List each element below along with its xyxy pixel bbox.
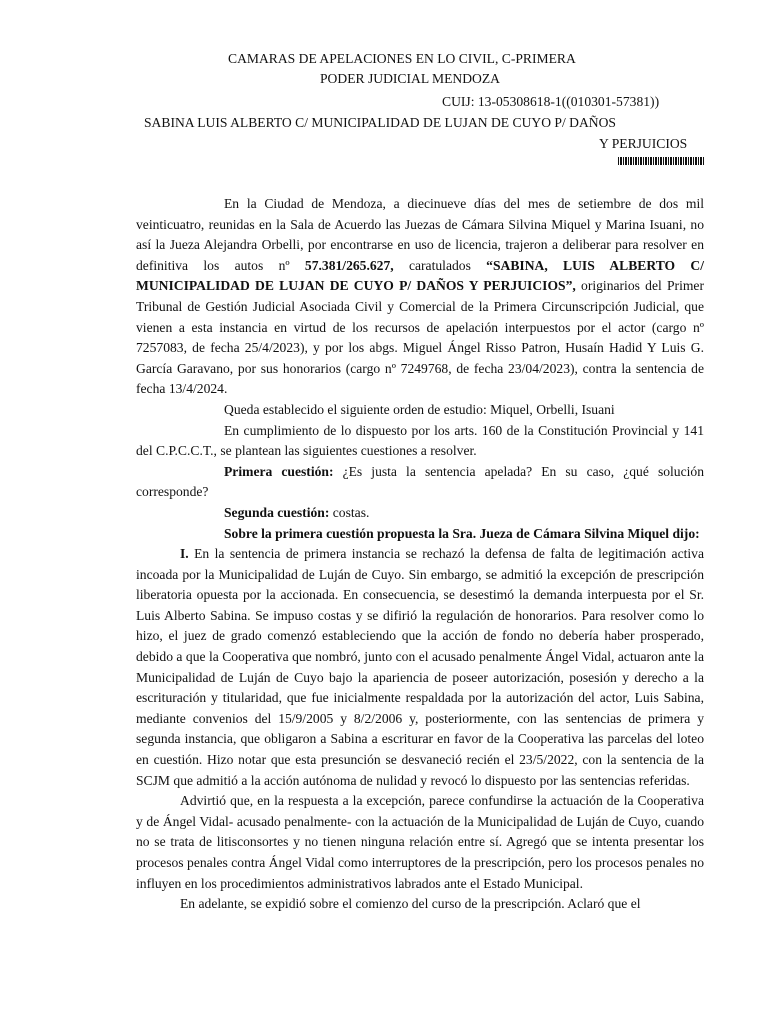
intro-text: originarios del Primer Tribunal de Gestión Judicial Asociada Civil y Comercial de la Primera Circunscripción Judicial, que vienen a esta instancia en virtud de los recursos de apelación interpuestos por el actor (cargo nº 7257083, de fecha 25/4/2023), y por los abgs. Miguel Ángel Risso Patron, Husaín Hadid Y Luis G. García Garavano, por sus honorarios (cargo nº 7249768, de fecha 23/04/2023), contra la sentencia de fecha 13/4/2024. <box>136 278 704 397</box>
cuij-number: CUIJ: 13-05308618-1((010301-57381)) <box>442 94 660 109</box>
paragraph-en-adelante: En adelante, se expidió sobre el comienzo del curso de la prescripción. Aclaró que el <box>180 896 641 912</box>
study-order: Queda establecido el siguiente orden de estudio: Miquel, Orbelli, Isuani <box>224 401 615 417</box>
section-one-text: En la sentencia de primera instancia se rechazó la defensa de falta de legitimación activa incoada por la Municipalidad de Luján de Cuyo. Sin embargo, se admitió la excepción de prescripción liberatoria opuesta por la accionada. En consecuencia, se desestimó la demanda interpuesta por el Sr. Luis Alberto Sabina. Se impuso costas y se difirió la regulación de honorarios. Para resolver como lo hizo, el juez de grado comenzó estableciendo que la acción de fondo no debería haber prosperado, debido a que la Cooperativa que nombró, junto con el acusado penalmente Ángel Vidal, actuaron ante la Municipalidad de Luján de Cuyo bajo la apariencia de poseer autorización, posesión y derecho a la escrituración y titularidad, que fue inicialmente respaldada por la autorización del actor, Luis Sabina, mediante convenios del 15/9/2005 y 8/2/2006 y, posteriormente, con las sentencias de primera y segunda instancia, que obligaron a Sabina a escriturar en favor de la Cooperativa las parcelas del loteo en cuestión. Hizo notar que esta presunción se desvaneció recién el 23/5/2022, con la sentencia de la SCJM que admitió a la acción autónoma de nulidad y revocó lo dispuesto por las sentencias referidas. <box>136 546 704 788</box>
judicial-branch: PODER JUDICIAL MENDOZA <box>320 71 500 86</box>
second-question-label: Segunda cuestión: <box>224 504 330 520</box>
section-one <box>136 544 704 791</box>
section-heading <box>136 524 704 545</box>
second-question <box>136 503 704 524</box>
case-number: 57.381/265.627, <box>304 257 394 273</box>
paragraph-advirtio: Advirtió que, en la respuesta a la excepción, parece confundirse la actuación de la Cooperativa y de Ángel Vidal- acusado penalmente- con la actuación de la Municipalidad de Luján de Cuyo, cuando no se trata de litisconsortes y no tienen ninguna relación entre sí. Agregó que se intenta presentar los procesos penales contra Ángel Vidal como interruptores de la prescripción, pero los procesos penales no influyen en los procedimientos administrativos labrados ante el Estado Municipal. <box>136 793 704 891</box>
case-title-line1: SABINA LUIS ALBERTO C/ MUNICIPALIDAD DE LUJAN DE CUYO P/ DAÑOS <box>144 115 616 130</box>
section-one-label: I. <box>180 546 189 562</box>
first-question-text: ¿Es justa la sentencia apelada? En su caso, ¿qué solución corresponde? <box>136 463 705 500</box>
intro-text: caratulados <box>393 257 487 273</box>
second-question-text: costas. <box>329 504 370 520</box>
document-body <box>136 194 704 915</box>
first-question <box>136 462 704 503</box>
barcode-graphic <box>618 157 704 165</box>
first-question-label: Primera cuestión: <box>224 463 334 479</box>
questions-intro: En cumplimiento de lo dispuesto por los arts. 160 de la Constitución Provincial y 141 del C.P.C.C.T., se plantean las siguientes cuestiones a resolver. <box>136 422 704 459</box>
intro-text: En la Ciudad de Mendoza, a diecinueve días del mes de setiembre de dos mil veinticuatro, reunidas en la Sala de Acuerdo las Juezas de Cámara Silvina Miquel y Marina Isuani, no así la Jueza Alejandra Orbelli, por encontrarse en uso de licencia, trajeron a deliberar para resolver en definitiva los autos nº <box>136 196 704 273</box>
court-name: CAMARAS DE APELACIONES EN LO CIVIL, C-PRIMERA <box>228 51 576 66</box>
case-title-line2: Y PERJUICIOS <box>599 136 688 151</box>
case-caption: “SABINA, LUIS ALBERTO C/ MUNICIPALIDAD DE LUJAN DE CUYO P/ DAÑOS Y PERJUICIOS”, <box>136 257 704 294</box>
intro-paragraph <box>136 194 704 400</box>
section-heading-text: Sobre la primera cuestión propuesta la Sra. Jueza de Cámara Silvina Miquel dijo: <box>224 525 700 541</box>
